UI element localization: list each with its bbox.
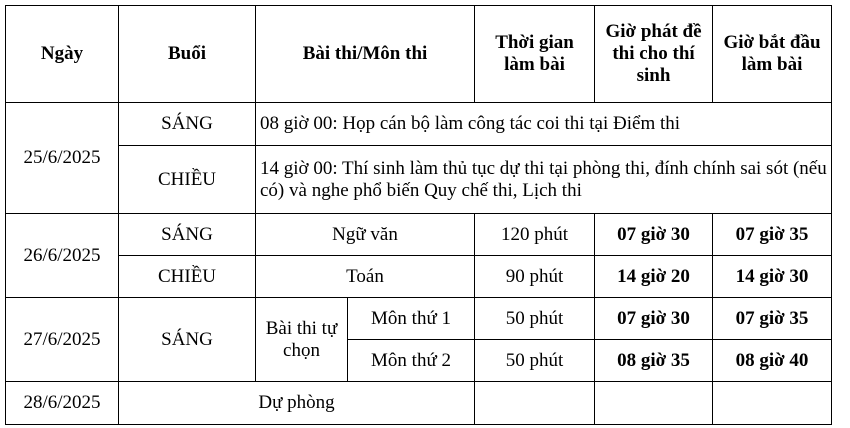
header-duration: Thời gian làm bài [475, 6, 595, 103]
table-row [6, 214, 832, 256]
note-cell: Dự phòng [119, 382, 475, 425]
header-distribute-time: Giờ phát đề thi cho thí sinh [595, 6, 713, 103]
subject-cell: Toán [256, 256, 475, 298]
subject-cell: Ngữ văn [256, 214, 475, 256]
start-time-cell: 07 giờ 35 [713, 298, 832, 340]
duration-cell: 50 phút [475, 298, 595, 340]
date-cell: 25/6/2025 [6, 103, 119, 214]
start-time-cell: 14 giờ 30 [713, 256, 832, 298]
empty-cell [713, 382, 832, 425]
session-cell: SÁNG [119, 214, 256, 256]
header-row [6, 6, 832, 103]
elective-group-cell: Bài thi tự chọn [256, 298, 348, 382]
session-cell: CHIỀU [119, 146, 256, 214]
duration-cell: 120 phút [475, 214, 595, 256]
empty-cell [475, 382, 595, 425]
duration-cell: 50 phút [475, 340, 595, 382]
distribute-time-cell: 14 giờ 20 [595, 256, 713, 298]
header-date: Ngày [6, 6, 119, 103]
distribute-time-cell: 07 giờ 30 [595, 214, 713, 256]
empty-cell [595, 382, 713, 425]
note-cell: 14 giờ 00: Thí sinh làm thủ tục dự thi tại phòng thi, đính chính sai sót (nếu có) và nghe phổ biến Quy chế thi, Lịch thi [256, 146, 832, 214]
table-row [6, 146, 832, 214]
session-cell: SÁNG [119, 298, 256, 382]
date-cell: 26/6/2025 [6, 214, 119, 298]
date-cell: 28/6/2025 [6, 382, 119, 425]
table-row [6, 103, 832, 146]
distribute-time-cell: 08 giờ 35 [595, 340, 713, 382]
session-cell: CHIỀU [119, 256, 256, 298]
header-subject: Bài thi/Môn thi [256, 6, 475, 103]
exam-schedule-table [5, 5, 832, 425]
duration-cell: 90 phút [475, 256, 595, 298]
date-cell: 27/6/2025 [6, 298, 119, 382]
subject-cell: Môn thứ 2 [348, 340, 475, 382]
table-row [6, 298, 832, 340]
header-start-time: Giờ bắt đầu làm bài [713, 6, 832, 103]
start-time-cell: 08 giờ 40 [713, 340, 832, 382]
table-row [6, 256, 832, 298]
distribute-time-cell: 07 giờ 30 [595, 298, 713, 340]
note-cell: 08 giờ 00: Họp cán bộ làm công tác coi thi tại Điểm thi [256, 103, 832, 146]
session-cell: SÁNG [119, 103, 256, 146]
start-time-cell: 07 giờ 35 [713, 214, 832, 256]
header-session: Buổi [119, 6, 256, 103]
subject-cell: Môn thứ 1 [348, 298, 475, 340]
table-row [6, 382, 832, 425]
